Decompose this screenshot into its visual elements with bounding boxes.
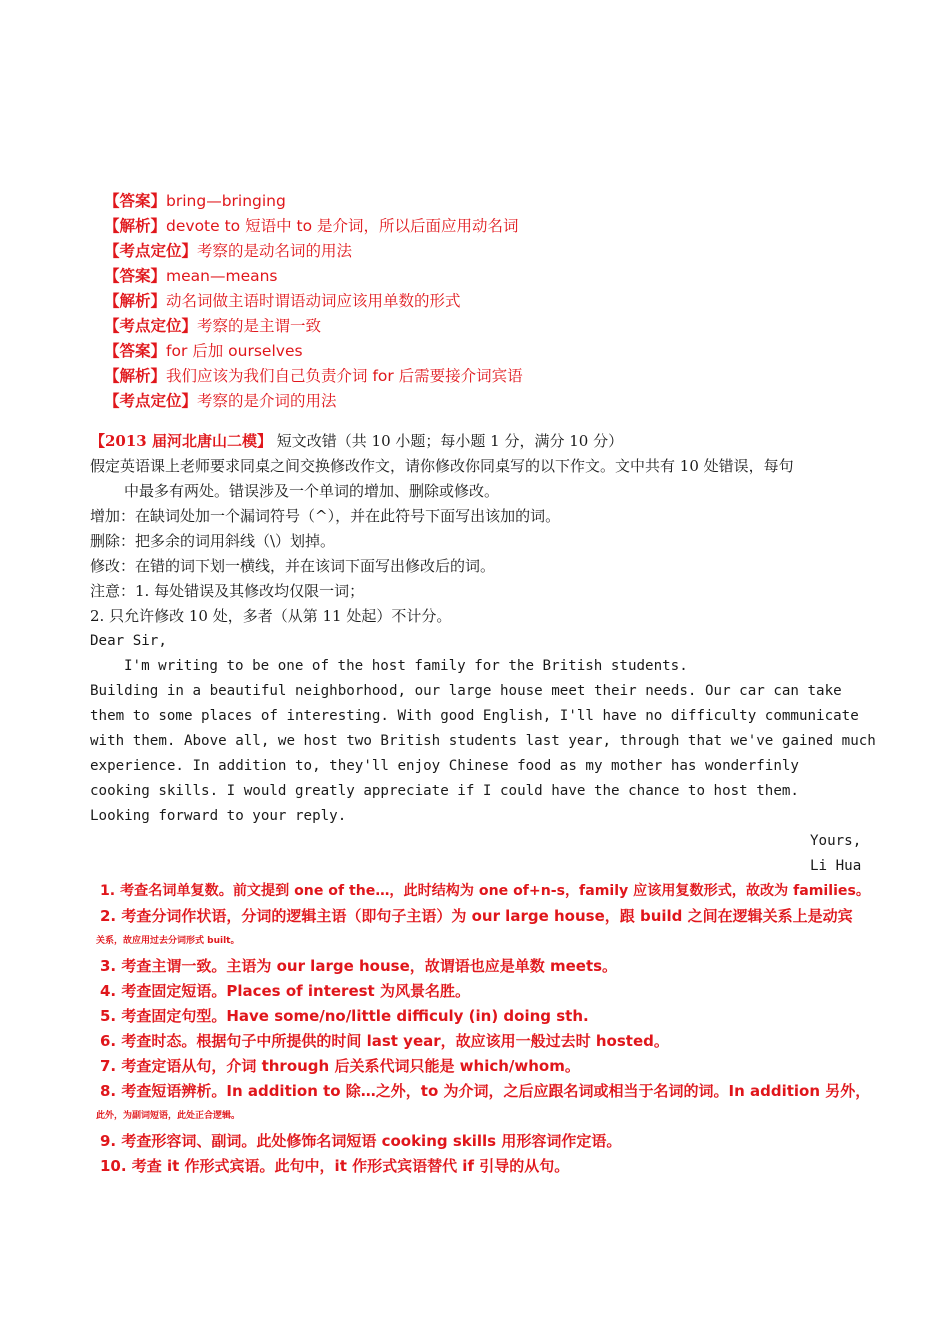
letter-line: I'm writing to be one of the host family for the British students. (124, 658, 688, 674)
letter-signature: Li Hua (810, 858, 862, 874)
analysis-text: devote to 短语中 to 是介词，所以后面应用动名词 (166, 217, 519, 235)
topic-line (104, 314, 864, 339)
answer-line (104, 264, 864, 289)
analysis-tag: 【解析】 (104, 367, 167, 385)
explanation-line: 6. 考查时态。根据句子中所提供的时间 last year，故应该用一般过去时 hosted。 (100, 1032, 669, 1050)
explanation-line: 4. 考查固定短语。Places of interest 为风景名胜。 (100, 982, 470, 1000)
explanation-line: 关系，故应用过去分词形式 built。 (96, 936, 240, 946)
question-section (90, 429, 870, 629)
rule-add: 增加：在缺词处加一个漏词符号（^），并在此符号下面写出该加的词。 (90, 507, 561, 525)
topic-tag: 【考点定位】 (104, 317, 198, 335)
answer-line (104, 339, 864, 364)
answer-tag: 【答案】 (104, 267, 167, 285)
analysis-tag: 【解析】 (104, 292, 167, 310)
explanation-line: 5. 考查固定句型。Have some/no/little difficuly (in) doing sth. (100, 1007, 589, 1025)
rule-delete: 删除：把多余的词用斜线（\）划掉。 (90, 532, 336, 550)
instruction-line: 中最多有两处。错误涉及一个单词的增加、删除或修改。 (124, 482, 500, 500)
analysis-line (104, 214, 864, 239)
topic-line (104, 239, 864, 264)
question-title: 短文改错（共 10 小题；每小题 1 分，满分 10 分） (276, 432, 624, 450)
instruction-line: 假定英语课上老师要求同桌之间交换修改作文，请你修改你同桌写的以下作文。文中共有 10 处错误，每句 (90, 457, 794, 475)
letter-greeting: Dear Sir, (90, 633, 167, 649)
topic-text: 考察的是动名词的用法 (197, 242, 353, 260)
letter-line: Looking forward to your reply. (90, 808, 347, 824)
question-header (90, 429, 870, 454)
answer-text: bring—bringing (166, 192, 286, 210)
explanation-line: 2. 考查分词作状语，分词的逻辑主语（即句子主语）为 our large house，跟 build 之间在逻辑关系上是动宾 (100, 907, 853, 925)
analysis-text: 我们应该为我们自己负责介词 for 后需要接介词宾语 (166, 367, 523, 385)
answer-section (104, 189, 864, 414)
letter-line: Building in a beautiful neighborhood, our large house meet their needs. Our car can take (90, 683, 842, 699)
analysis-line (104, 289, 864, 314)
question-source: 【2013 届河北唐山二模】 (90, 432, 272, 450)
explanation-line: 9. 考查形容词、副词。此处修饰名词短语 cooking skills 用形容词作定语。 (100, 1132, 622, 1150)
explanation-line: 1. 考查名词单复数。前文提到 one of the…，此时结构为 one of+n-s，family 应该用复数形式，故改为 families。 (100, 883, 870, 899)
topic-text: 考察的是介词的用法 (197, 392, 337, 410)
answer-text: for 后加 ourselves (166, 342, 303, 360)
topic-tag: 【考点定位】 (104, 392, 198, 410)
answer-line (104, 189, 864, 214)
explanation-line: 3. 考查主谓一致。主语为 our large house，故谓语也应是单数 meets。 (100, 957, 618, 975)
letter-body (90, 629, 890, 879)
letter-line: experience. In addition to, they'll enjoy Chinese food as my mother has wonderfinly (90, 758, 799, 774)
answer-tag: 【答案】 (104, 192, 167, 210)
answer-tag: 【答案】 (104, 342, 167, 360)
explanation-line: 8. 考查短语辨析。In addition to 除…之外，to 为介词，之后应跟名词或相当于名词的词。In addition 另外， (100, 1082, 871, 1100)
topic-text: 考察的是主谓一致 (197, 317, 322, 335)
explanation-section (96, 879, 880, 1179)
letter-line: with them. Above all, we host two British students last year, through that we've gained much (90, 733, 876, 749)
analysis-text: 动名词做主语时谓语动词应该用单数的形式 (166, 292, 461, 310)
note-line: 注意：1. 每处错误及其修改均仅限一词； (90, 582, 365, 600)
explanation-line: 此外，为副词短语，此处正合逻辑。 (96, 1111, 241, 1121)
topic-line (104, 389, 864, 414)
letter-line: cooking skills. I would greatly appreciate if I could have the chance to host them. (90, 783, 799, 799)
answer-text: mean—means (166, 267, 278, 285)
note-line: 2. 只允许修改 10 处，多者（从第 11 处起）不计分。 (90, 607, 452, 625)
letter-line: them to some places of interesting. With good English, I'll have no difficulty communicate (90, 708, 859, 724)
explanation-line: 10. 考查 it 作形式宾语。此句中，it 作形式宾语替代 if 引导的从句。 (100, 1157, 570, 1175)
rule-modify: 修改：在错的词下划一横线，并在该词下面写出修改后的词。 (90, 557, 496, 575)
topic-tag: 【考点定位】 (104, 242, 198, 260)
analysis-tag: 【解析】 (104, 217, 167, 235)
letter-closing: Yours, (810, 833, 862, 849)
explanation-line: 7. 考查定语从句，介词 through 后关系代词只能是 which/whom。 (100, 1057, 580, 1075)
analysis-line (104, 364, 864, 389)
